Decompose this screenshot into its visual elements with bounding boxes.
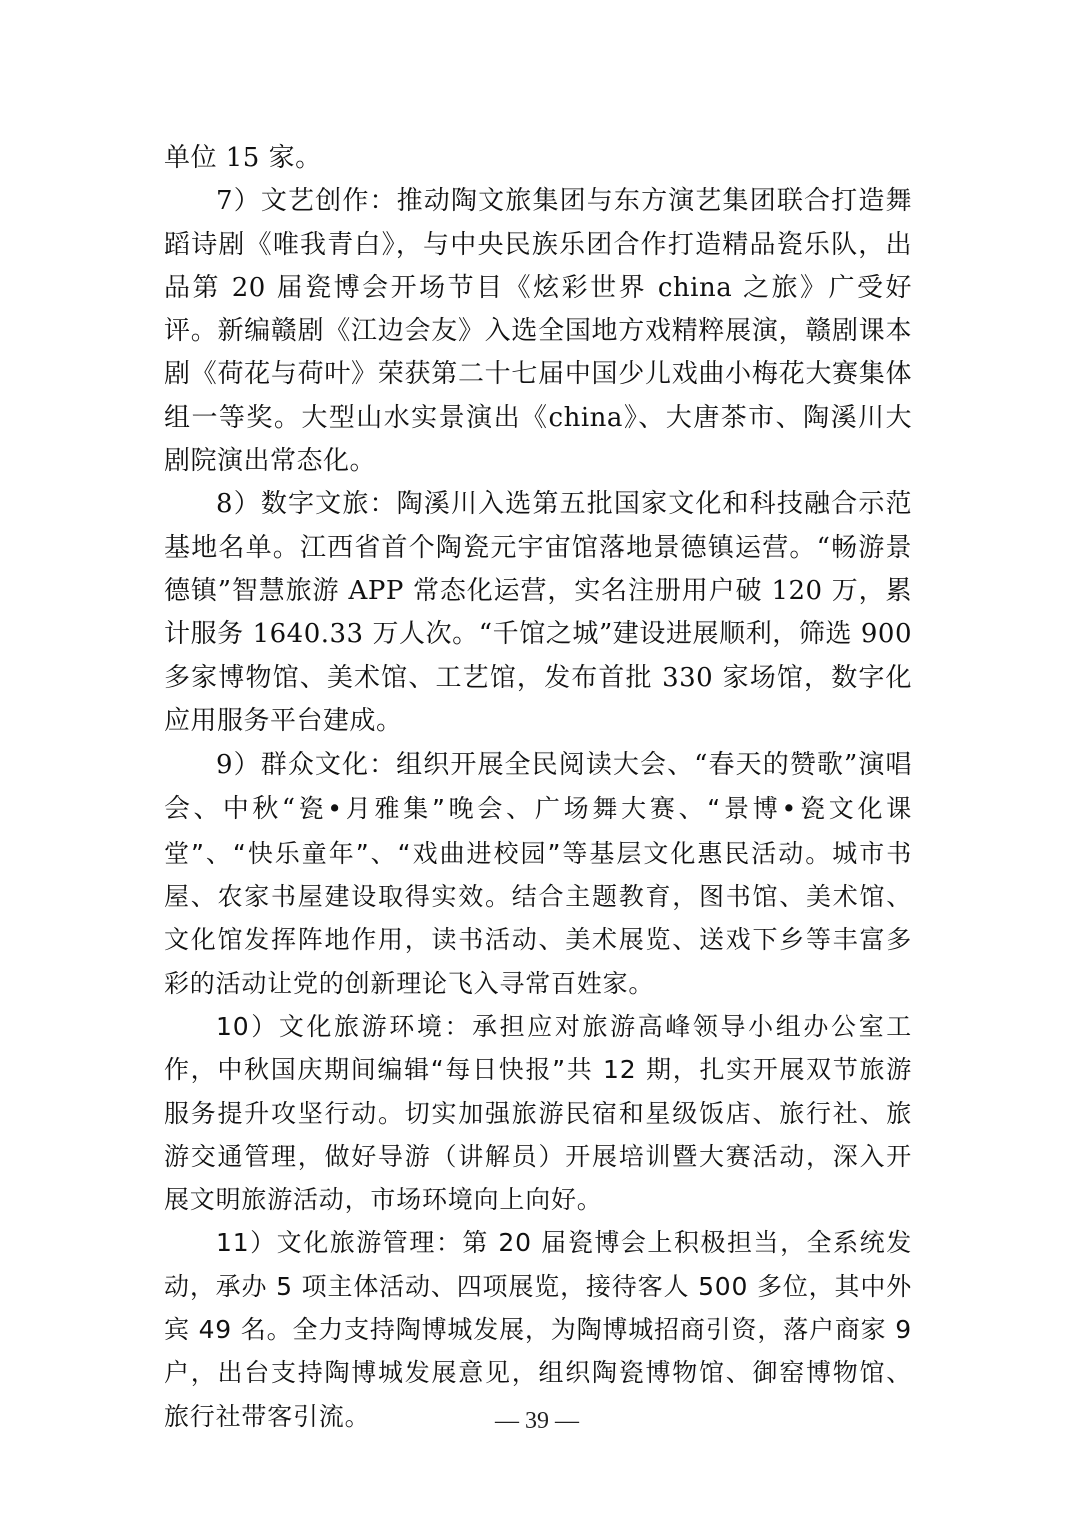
paragraph-8-digital-tourism: 8）数字文旅：陶溪川入选第五批国家文化和科技融合示范基地名单。江西省首个陶瓷元宇宙馆落地景德镇运营。“畅游景德镇”智慧旅游 APP 常态化运营，实名注册用户破 120 万，累计服务 1640.33 万人次。“千馆之城”建设进展顺利，筛选 900 多家博物馆、美术馆、工艺馆，发布首批 330 家场馆，数字化应用服务平台建成。 (164, 489, 912, 736)
paragraph-11-tourism-management: 11）文化旅游管理：第 20 届瓷博会上积极担当，全系统发动，承办 5 项主体活动、四项展览，接待客人 500 多位，其中外宾 49 名。全力支持陶博城发展，为陶博城招商引资，落户商家 9 户，出台支持陶博城发展意见，组织陶瓷博物馆、御窑博物馆、旅行社带客引流。 (164, 1228, 912, 1431)
paragraph-7-arts-creation: 7）文艺创作：推动陶文旅集团与东方演艺集团联合打造舞蹈诗剧《唯我青白》，与中央民族乐团合作打造精品瓷乐队，出品第 20 届瓷博会开场节目《炫彩世界 china 之旅》广受好评。新编赣剧《江边会友》入选全国地方戏精粹展演，赣剧课本剧《荷花与荷叶》荣获第二十七届中国少儿戏曲小梅花大赛集体组一等奖。大型山水实景演出《china》、大唐茶市、陶溪川大剧院演出常态化。 (164, 186, 912, 477)
paragraph-10-tourism-environment: 10）文化旅游环境：承担应对旅游高峰领导小组办公室工作，中秋国庆期间编辑“每日快报”共 12 期，扎实开展双节旅游服务提升攻坚行动。切实加强旅游民宿和星级饭店、旅行社、旅游交通管理，做好导游（讲解员）开展培训暨大赛活动，深入开展文明旅游活动，市场环境向上向好。 (164, 1011, 912, 1215)
paragraph-continuation: 单位 15 家。 (164, 143, 322, 173)
paragraph-9-serif-part: 9）群众文化：组织开展全民阅读大会、“春天的赞歌”演唱会、中秋“ (164, 750, 912, 825)
page-number: — 39 — (495, 1408, 579, 1434)
paragraph-9-mass-culture (164, 743, 912, 1005)
paragraph-9-sans-part: 瓷•月雅集”晚会、广场舞大赛、“景博•瓷文化课堂”、“快乐童年”、“戏曲进校园”等基层文化惠民活动。城市书屋、农家书屋建设取得实效。结合主题教育，图书馆、美术馆、文化馆发挥阵地作用，读书活动、美术展览、送戏下乡等丰富多彩的活动让党的创新理论飞入寻常百姓家。 (164, 794, 912, 998)
document-body (164, 137, 912, 1438)
